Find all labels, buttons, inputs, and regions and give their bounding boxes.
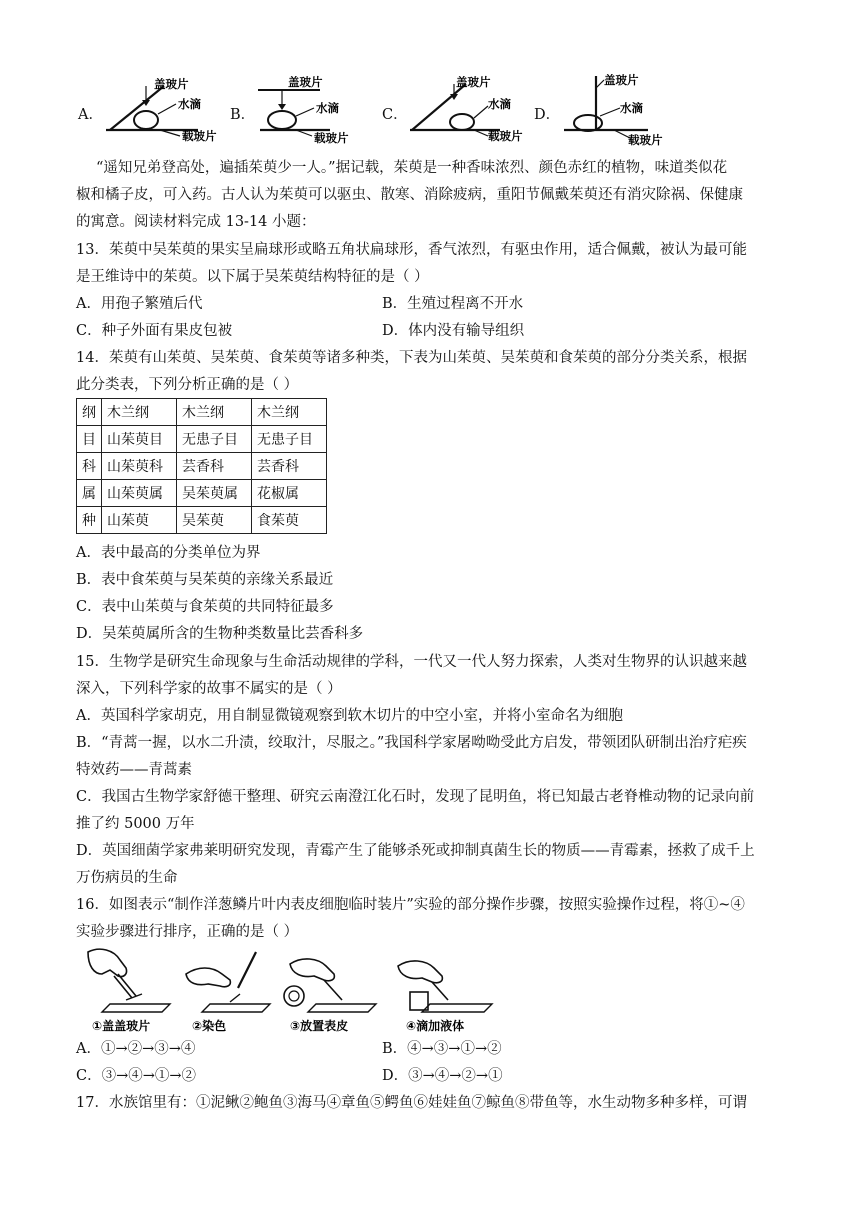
q12-option-d-diagram bbox=[556, 68, 686, 150]
q16-option-d: D．③→④→②→① bbox=[382, 1068, 503, 1084]
q15-option-d-line-2: 万伤病员的生命 bbox=[76, 870, 178, 886]
classification-table bbox=[76, 398, 327, 534]
q16-option-b: B．④→③→①→② bbox=[382, 1041, 502, 1057]
step-3-label: ③放置表皮 bbox=[290, 1019, 349, 1033]
q12-a-slide-label: 载玻片 bbox=[182, 129, 217, 143]
q13-option-c: C．种子外面有果皮包被 bbox=[76, 323, 233, 339]
q12-option-c-label: C． bbox=[382, 107, 408, 123]
q14-stem-line-2: 此分类表，下列分析正确的是（ ） bbox=[76, 377, 299, 393]
q16-stem-line-2: 实验步骤进行排序，正确的是（ ） bbox=[76, 924, 299, 940]
table-cell: 山茱萸科 bbox=[102, 453, 177, 480]
table-cell: 科 bbox=[77, 453, 102, 480]
table-row bbox=[77, 426, 327, 453]
table-cell: 芸香科 bbox=[252, 453, 327, 480]
q12-option-d-label: D． bbox=[534, 107, 561, 123]
table-cell: 山茱萸属 bbox=[102, 480, 177, 507]
q16-stem-line-1: 16．如图表示“制作洋葱鳞片叶内表皮细胞临时装片”实验的部分操作步骤，按照实验操作过程，将①~④ bbox=[76, 897, 745, 913]
q15-option-c-line-2: 推了约 5000 万年 bbox=[76, 816, 195, 832]
q15-option-c-line-1: C．我国古生物学家舒德干整理、研究云南澄江化石时，发现了昆明鱼，将已知最古老脊椎动物的记录向前 bbox=[76, 789, 755, 805]
q14-option-c: C．表中山茱萸与食茱萸的共同特征最多 bbox=[76, 599, 334, 615]
q12-option-c-diagram bbox=[404, 72, 534, 144]
q13-stem-line-1: 13．茱萸中吴茱萸的果实呈扁球形或略五角状扁球形，香气浓烈，有驱虫作用，适合佩戴，被认为最可能 bbox=[76, 242, 747, 258]
q14-option-a: A．表中最高的分类单位为界 bbox=[76, 545, 261, 561]
step-1-illustration bbox=[88, 949, 170, 1012]
q12-a-cover-label: 盖玻片 bbox=[154, 77, 189, 91]
q12-b-cover-label: 盖玻片 bbox=[288, 75, 323, 89]
passage-line-1: “遥知兄弟登高处，遍插茱萸少一人。”据记载，茱萸是一种香味浓烈、颜色赤红的植物，味道类似花 bbox=[96, 160, 728, 176]
q12-d-slide-label: 载玻片 bbox=[628, 133, 663, 147]
table-cell: 无患子目 bbox=[252, 426, 327, 453]
table-cell: 纲 bbox=[77, 399, 102, 426]
step-4-illustration bbox=[398, 961, 492, 1012]
step-2-label: ②染色 bbox=[192, 1019, 227, 1033]
table-row bbox=[77, 507, 327, 534]
table-cell: 山茱萸目 bbox=[102, 426, 177, 453]
q13-option-d: D．体内没有输导组织 bbox=[382, 323, 525, 339]
table-cell: 山茱萸 bbox=[102, 507, 177, 534]
table-row bbox=[77, 453, 327, 480]
table-cell: 无患子目 bbox=[177, 426, 252, 453]
q12-c-water-label: 水滴 bbox=[488, 97, 511, 111]
q16-option-a: A．①→②→③→④ bbox=[76, 1041, 196, 1057]
table-cell: 种 bbox=[77, 507, 102, 534]
table-cell: 食茱萸 bbox=[252, 507, 327, 534]
q15-stem-line-2: 深入，下列科学家的故事不属实的是（ ） bbox=[76, 681, 342, 697]
table-cell: 吴茱萸属 bbox=[177, 480, 252, 507]
q12-option-a-label: A． bbox=[78, 107, 103, 123]
q12-a-water-label: 水滴 bbox=[178, 97, 201, 111]
q12-d-water-label: 水滴 bbox=[620, 101, 643, 115]
table-cell: 芸香科 bbox=[177, 453, 252, 480]
q14-option-b: B．表中食茱萸与吴茱萸的亲缘关系最近 bbox=[76, 572, 334, 588]
q12-b-water-label: 水滴 bbox=[316, 101, 339, 115]
passage-line-3: 的寓意。阅读材料完成 13-14 小题： bbox=[76, 214, 316, 230]
step-1-label: ①盖盖玻片 bbox=[92, 1019, 151, 1033]
table-cell: 花椒属 bbox=[252, 480, 327, 507]
q15-option-a: A．英国科学家胡克，用自制显微镜观察到软木切片的中空小室，并将小室命名为细胞 bbox=[76, 708, 623, 724]
q15-option-b-line-2: 特效药——青蒿素 bbox=[76, 762, 192, 778]
q15-option-b-line-1: B．“青蒿一握，以水二升渍，绞取汁，尽服之。”我国科学家屠呦呦受此方启发，带领团队研制出治疗疟疾 bbox=[76, 735, 747, 751]
q16-steps-illustration bbox=[80, 944, 510, 1036]
q14-stem-line-1: 14．茱萸有山茱萸、吴茱萸、食茱萸等诸多种类，下表为山茱萸、吴茱萸和食茱萸的部分分类关系，根据 bbox=[76, 350, 747, 366]
table-cell: 吴茱萸 bbox=[177, 507, 252, 534]
step-2-illustration bbox=[186, 952, 270, 1012]
table-cell: 木兰纲 bbox=[102, 399, 177, 426]
q12-option-b-diagram bbox=[252, 72, 372, 144]
q16-option-c: C．③→④→①→② bbox=[76, 1068, 197, 1084]
table-cell: 木兰纲 bbox=[252, 399, 327, 426]
q13-option-b: B．生殖过程离不开水 bbox=[382, 296, 524, 312]
step-3-illustration bbox=[284, 959, 376, 1012]
q12-b-slide-label: 载玻片 bbox=[314, 131, 349, 144]
table-cell: 属 bbox=[77, 480, 102, 507]
q15-stem-line-1: 15．生物学是研究生命现象与生命活动规律的学科，一代又一代人努力探索，人类对生物界的认识越来越 bbox=[76, 654, 747, 670]
passage-line-2: 椒和橘子皮，可入药。古人认为茱萸可以驱虫、散寒、消除疲病，重阳节佩戴茱萸还有消灾除祸、保健康 bbox=[76, 187, 743, 203]
q17-stem-line-1: 17．水族馆里有：①泥鳅②鲍鱼③海马④章鱼⑤鳄鱼⑥娃娃鱼⑦鲸鱼⑧带鱼等，水生动物多种多样，可谓 bbox=[76, 1095, 747, 1111]
q12-c-slide-label: 载玻片 bbox=[488, 129, 523, 143]
table-cell: 木兰纲 bbox=[177, 399, 252, 426]
q13-option-a: A．用孢子繁殖后代 bbox=[76, 296, 203, 312]
q12-option-a-diagram bbox=[98, 72, 228, 144]
q12-c-cover-label: 盖玻片 bbox=[456, 75, 491, 89]
q12-option-b-label: B． bbox=[230, 107, 256, 123]
table-cell: 目 bbox=[77, 426, 102, 453]
q15-option-d-line-1: D．英国细菌学家弗莱明研究发现，青霉产生了能够杀死或抑制真菌生长的物质——青霉素，拯救了成千上 bbox=[76, 843, 755, 859]
step-4-label: ④滴加液体 bbox=[406, 1019, 465, 1033]
table-row bbox=[77, 480, 327, 507]
q14-option-d: D．吴茱萸属所含的生物种类数量比芸香科多 bbox=[76, 626, 364, 642]
q12-d-cover-label: 盖玻片 bbox=[604, 73, 639, 87]
q13-stem-line-2: 是王维诗中的茱萸。以下属于吴茱萸结构特征的是（ ） bbox=[76, 269, 429, 285]
table-row bbox=[77, 399, 327, 426]
